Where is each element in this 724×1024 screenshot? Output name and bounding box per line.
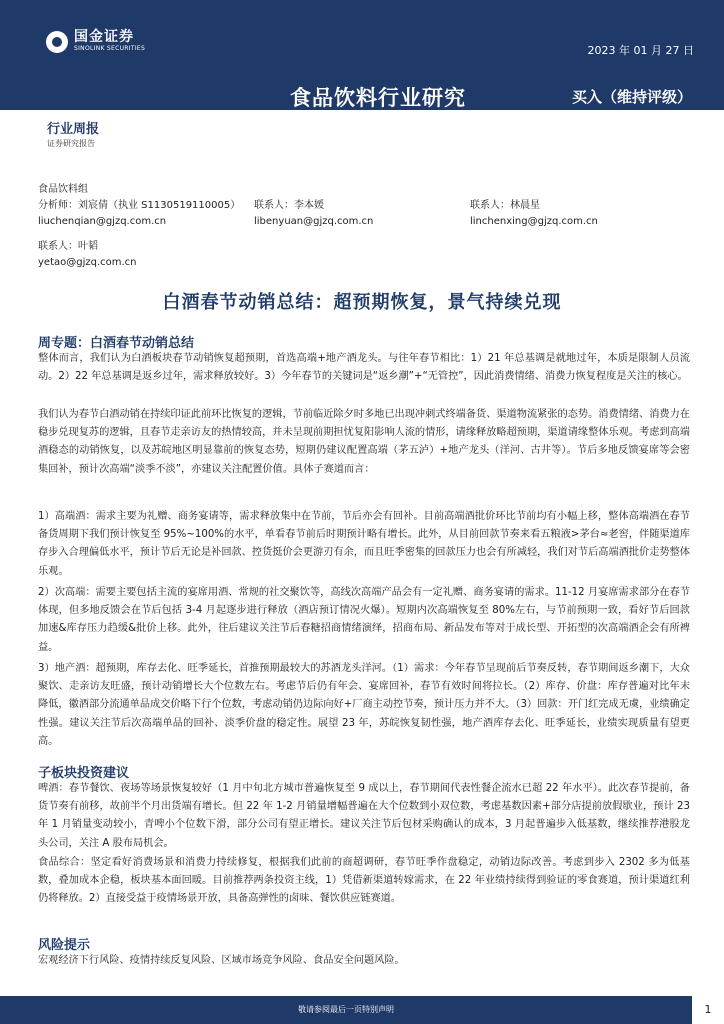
paragraph: 2）次高端：需要主要包括主流的宴席用酒、常规的社交聚饮等，高线次高端产品会有一定礼赠、商务宴请的需求。11-12 月宴席需求部分在春节体现，但多地反馈会在节后包括 3-4 月起逐步进行释放（酒店预订情况火爆）。短期内次高端恢复至 80%左右，与节前预期一致，看好节后回款加速&库存压力趋缓&批价上移。此外，往后建议关注节后春糖招商情绪演绎，招商布局、新品发布等对于成长型、开拓型的次高端酒企会有所裨益。 (38, 587, 690, 653)
paragraph: 1）高端酒：需求主要为礼赠、商务宴请等，需求释放集中在节前，节后亦会有回补。目前高端酒批价环比节前均有小幅上移，整体高端酒在春节备货周期下我们预计恢复至 95%~100%的水平，单看春节前后时期预计略有增长。此外，从目前回款节奏来看五粮液>茅台≈老窖，伴随渠道库存步入合理偏低水平，预计节后无论是补回款、控货挺价会更游刃有余，而且旺季密集的回款压力也会有所减轻，我们对节后高端酒批价走势整体乐观。 (38, 511, 690, 577)
footer-disclaimer[interactable]: 敬请参阅最后一页特别声明 (298, 1005, 394, 1014)
section-heading-risk: 风险提示 (38, 938, 91, 953)
report-type: 行业周报 (47, 122, 100, 137)
paragraph: 3）地产酒：超预期，库存去化、旺季延长，首推预期最较大的苏酒龙头洋河。（1）需求：今年春节呈现前后节奏反转，春节期间返乡潮下，大众聚饮、走亲访友旺盛，预计动销增长大个位数左右。考虑节后仍有年会、宴席回补，春节有效时间将拉长。（2）库存、价盘：库存普遍对比年末降低，徽酒部分流通单品成交价略下行个位数，考虑动销仍边际向好+厂商主动控节奏，预计压力并不大。（3）回款：开门红完成无虞，业绩确定性强。建议关注节后次高端单品的回补、淡季价盘的稳定性。展望 23 年，苏皖恢复韧性强，地产酒库存去化、旺季延长，业绩实现质量有望更高。 (38, 663, 690, 747)
paragraph: 宏观经济下行风险、疫情持续反复风险、区域市场竞争风险、食品安全问题风险。 (38, 955, 405, 966)
analyst-email[interactable]: liuchenqian@gjzq.com.cn (38, 216, 167, 227)
brand-logo (46, 30, 145, 53)
section-heading-subsector: 子板块投资建议 (38, 766, 130, 781)
industry-title: 食品饮料行业研究 (290, 86, 466, 110)
logo-name-cn: 国金证券 (74, 29, 134, 45)
report-subtype: 证券研究报告 (47, 139, 95, 148)
contact-name: 联系人：林晨星 (470, 200, 540, 211)
section-heading-topic: 周专题：白酒春节动销总结 (38, 336, 195, 351)
logo-icon (46, 31, 68, 53)
paragraph: 食品综合：坚定看好消费场景和消费力持续修复，根据我们此前的商超调研，春节旺季作盘稳定，动销边际改善。考虑到步入 2302 多为低基数，叠加成本企稳，板块基本面回暖。目前推荐两条投资主线，1）凭借新渠道转嫁需求，在 22 年业绩持续得到验证的零食赛道，预计渠道红利仍将释放。2）直接受益于疫情场景开放，具备高弹性的卤味、餐饮供应链赛道。 (38, 857, 690, 905)
paragraph: 啤酒：春节餐饮、夜场等场景恢复较好（1 月中旬北方城市普遍恢复至 9 成以上，春节期间代表性餐企流水已超 22 年水平）。此次春节提前，备货节奏有前移，故前半个月出货端有增长。但 22 年 1-2 月销量增幅普遍在大个位数到小双位数，考虑基数因素+部分店提前放假歇业，预计 23 年 1 月销量变动较小，青啤小个位数下滑，部分公司有望正增长。建议关注节后包材采购确认的成本，3 月起普遍步入低基数，继续推荐港股龙头公司，关注 A 股布局机会。 (38, 783, 690, 849)
analyst-name: 分析师：刘宸倩（执业 S1130519110005） (38, 200, 241, 211)
analyst-block (38, 198, 698, 271)
report-type-bar (0, 110, 724, 166)
page-number: 1 (704, 1003, 712, 1016)
paragraph: 整体而言，我们认为白酒板块春节动销恢复超预期，首选高端+地产酒龙头。与往年春节相比：1）21 年总基调是就地过年，本质是限制人员流动。2）22 年总基调是返乡过年，需求释放较好。3）今年春节的关键词是“返乡潮”+“无管控”，因此消费情绪、消费力恢复程度是关注的核心。 (38, 353, 690, 383)
logo-name-en: SINOLINK SECURITIES (74, 45, 146, 52)
paragraph: 我们认为春节白酒动销在持续印证此前环比恢复的逻辑，节前临近除夕时多地已出现冲刺式终端备货、渠道物流紧张的态势。消费情绪、消费力在稳步兑现复苏的逻辑，且春节走亲访友的热情较高，并未呈现前期担忧复阳影响人流的情形，请缘释放略超预期，渠道请缘整体乐观。考虑到高端酒稳态的动销恢复，以及苏皖地区明显靠前的恢复态势，短期仍建议配置高端（茅五泸）+地产龙头（洋河、古井等）。节后多地反馈宴席等会密集回补，预计次高端“淡季不淡”，亦建议关注配置价值。具体子赛道而言： (38, 409, 690, 475)
contact-email[interactable]: libenyuan@gjzq.com.cn (254, 216, 374, 227)
report-date: 2023 年 01 月 27 日 (587, 44, 694, 57)
contact-email[interactable]: yetao@gjzq.com.cn (38, 257, 137, 268)
main-title: 白酒春节动销总结：超预期恢复，景气持续兑现 (162, 292, 562, 313)
rating-badge: 买入（维持评级） (572, 88, 693, 106)
contact-name: 联系人：叶韬 (38, 241, 98, 252)
team-name: 食品饮料组 (38, 184, 88, 195)
contact-name: 联系人：李本媛 (254, 200, 324, 211)
contact-email[interactable]: linchenxing@gjzq.com.cn (470, 216, 598, 227)
